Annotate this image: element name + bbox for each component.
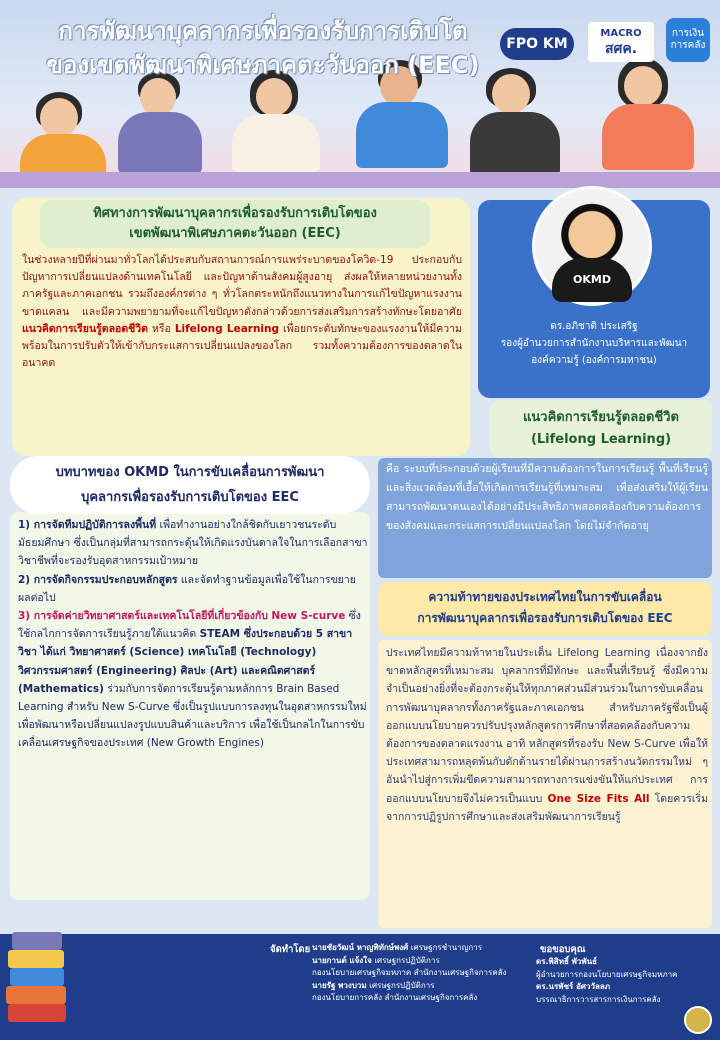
prepared-by-list: [312, 942, 536, 1005]
challenge-text-2: โดยควรเริ่มจากการปฏิรูปการศึกษาและส่งเสริมพัฒนาการเรียนรู้: [386, 792, 708, 823]
challenge-paragraph: [386, 644, 708, 826]
lifelong-title-line-1: แนวคิดการเรียนรู้ตลอดชีวิต: [523, 410, 679, 425]
seal-icon: [684, 1006, 712, 1034]
thanks-1-role: ผู้อำนวยการกองนโยบายเศรษฐกิจมหภาค: [536, 969, 678, 979]
okmd-item-1-heading: 1) การจัดทีมปฏิบัติการลงพื้นที่: [18, 519, 157, 531]
credit-2-office: กองนโยบายเศรษฐกิจมหภาค สำนักงานเศรษฐกิจการคลัง: [312, 968, 507, 978]
direction-title-line-2: เขตพัฒนาพิเศษภาคตะวันออก (EEC): [129, 226, 341, 241]
lifelong-title-line-2: (Lifelong Learning): [530, 432, 672, 447]
okmd-item-1-text: เพื่อทำงานอย่างใกล้ชิดกับเยาวชนระดับมัธยมศึกษา ซึ่งเป็นกลุ่มที่สามารถกระตุ้นให้เกิดแรงบันดาลใจในการเลือกสาขาวิชาชีพที่จะรองรับอุตสาหกรรมเป้าหมาย: [18, 519, 368, 568]
okmd-title: [10, 456, 370, 514]
okmd-item-3-heading: 3) การจัดค่ายวิทยาศาสตร์และเทคโนโลยีที่เกี่ยวข้องกับ: [18, 610, 268, 623]
profile-position-2: องค์ความรู้ (องค์การมหาชน): [531, 355, 657, 366]
macro-logo-bottom: สศค.: [604, 41, 638, 57]
okmd-item-2-text: และจัดทำฐานข้อมูลเพื่อใช้ในการขยายผลต่อไป: [18, 573, 356, 604]
thanks-2-role: บรรณาธิการวารสารการเงินการคลัง: [536, 994, 661, 1004]
okmd-item-3-steam: STEAM ซึ่งประกอบด้วย 5 สาขาวิชา ได้แก่ วิทยาศาสตร์ (Science) เทคโนโลยี (Technology) วิศวกรรมศาสตร์ (Engineering) ศิลปะ (Art) และคณิตศาสตร์ (Mathematics): [18, 628, 353, 695]
credit-3-office: กองนโยบายการคลัง สำนักงานเศรษฐกิจการคลัง: [312, 993, 478, 1003]
challenge-text-1: ประเทศไทยมีความท้าทายในประเด็น Lifelong Learning เนื่องจากยังขาดหลักสูตรที่เหมาะสม บุคลากรที่มีทักษะ และพื้นที่เรียนรู้ ซึ่งมีความจำเป็นอย่างยิ่งที่จะต้องกระตุ้นให้ทุกภาคส่วนมีส่วนร่วมในการขับเคลื่อนการพัฒนาบุคลากรทั้งภาครัฐและภาคเอกชน สำหรับภาครัฐซึ่งเป็นผู้ออกแบบนโยบายควรปรับปรุงหลักสูตรการศึกษาที่สอดคล้องกับความต้องการของตลาดแรงงาน อาทิ หลักสูตรที่รองรับ New S-Curve เพื่อให้ประเทศสามารถหลุดพ้นกับดักด้านรายได้ผ่านการสร้างนวัตกรรมใหม่ ๆ อันนำไปสู่การเพิ่มขีดความสามารถทางการแข่งขันให้แก่ประเทศ การออกแบบนโยบายจึงไม่ควรเป็นแบบ: [386, 647, 708, 805]
okmd-item-3: [18, 607, 368, 753]
thanks-2-name-text: ดร.นรพัชร์ อัศววัลลภ: [536, 982, 611, 992]
mof-logo: การเงิน การคลัง: [666, 18, 710, 62]
title-line-2: ของเขตพัฒนาพิเศษภาคตะวันออก (EEC): [46, 51, 480, 79]
profile-name: ดร.อภิชาติ ประเสริฐ: [550, 321, 638, 332]
credit-1-name: นายชัยวัฒน์ หาญพิทักษ์พงศ์: [312, 943, 409, 952]
title-line-1: การพัฒนาบุคลากรเพื่อรองรับการเติบโต: [58, 17, 468, 45]
macro-logo: [588, 22, 654, 62]
credit-2-role: เศรษฐกรปฏิบัติการ: [371, 955, 440, 965]
okmd-title-line-1: บทบาทของ OKMD ในการขับเคลื่อนการพัฒนา: [55, 465, 325, 480]
thanks-1-name: [536, 956, 716, 969]
okmd-title-line-2: บุคลากรเพื่อรองรับการเติบโตของ EEC: [81, 490, 299, 505]
direction-text-mid: หรือ: [148, 322, 175, 335]
lifelong-title: [490, 400, 712, 458]
challenge-title-line-1: ความท้าทายของประเทศไทยในการขับเคลื่อน: [428, 590, 662, 604]
direction-paragraph: [22, 252, 462, 372]
okmd-item-3-new-scurve: New S-curve: [271, 610, 346, 623]
lifelong-definition: คือ ระบบที่ประกอบด้วยผู้เรียนที่มีความต้องการในการเรียนรู้ พื้นที่เรียนรู้ และสิ่งแวดล้อมที่เอื้อให้เกิดการเรียนรู้ที่เหมาะสม เพื่อส่งเสริมให้ผู้เรียนสามารถพัฒนาตนเองได้อย่างมีประสิทธิภาพสอดคล้องกับความต้องการของสังคมและกระแสการเปลี่ยนแปลงโลก โดยไม่จำกัดอายุ: [386, 463, 708, 532]
direction-title-line-1: ทิศทางการพัฒนาบุคลากรเพื่อรองรับการเติบโตของ: [93, 206, 377, 221]
challenge-bold: One Size Fits All: [547, 792, 650, 805]
direction-text-1: ในช่วงหลายปีที่ผ่านมาทั่วโลกได้ประสบกับสถานการณ์การแพร่ระบาดของโควิด-19 ประกอบกับปัญหาการเปลี่ยนแปลงด้านเทคโนโลยี และปัญหาด้านสังคมผู้สูงอายุ ส่งผลให้หลายหน่วยงานทั้งภาครัฐและภาคเอกชน รวมถึงองค์กรต่าง ๆ ทั่วโลกตระหนักถึงแนวทางในการแก้ไขปัญหาแรงงานขาดแคลน และมีความพยายามที่จะแก้ไขปัญหาดังกล่าวด้วยการส่งเสริมการสร้างทักษะโดยอาศัย: [22, 254, 462, 318]
credit-1: [312, 942, 536, 955]
prepared-by-label: จัดทำโดย: [270, 944, 311, 955]
credit-3-role: เศรษฐกรปฏิบัติการ: [366, 980, 435, 990]
direction-bold-2: Lifelong Learning: [174, 322, 280, 335]
thanks-2-name: [536, 981, 716, 994]
direction-bold-1: แนวคิดการเรียนรู้ตลอดชีวิต: [22, 322, 148, 335]
okmd-item-3-text-1: ซึ่งใช้กลไกการจัดการเรียนรู้ภายใต้แนวคิด: [18, 610, 361, 641]
credit-1-role: เศรษฐกรชำนาญการ: [408, 943, 483, 952]
credit-3: [312, 980, 536, 993]
profile-position-1: รองผู้อำนวยการสำนักงานบริหารและพัฒนา: [500, 338, 688, 349]
credit-2: [312, 955, 536, 968]
books-illustration: [6, 890, 66, 1026]
challenge-title-line-2: การพัฒนาบุคลากรเพื่อรองรับการเติบโตของ EEC: [417, 611, 673, 625]
okmd-item-3-text-2: ร่วมกับการจัดการเรียนรู้ตามหลักการ Brain Based Learning สำหรับ New S-Curve ซึ่งเป็นรูปแบบการลงทุนในอุตสาหกรรมใหม่เพื่อพัฒนาหรือเปลี่ยนแปลงรูปแบบสินค้าและบริการ เพื่อใช้เป็นกลไกในการขับเคลื่อนเศรษฐกิจของประเทศ (New Growth Engines): [18, 682, 367, 750]
profile-caption: [484, 318, 704, 369]
challenge-title: [378, 582, 712, 636]
macro-logo-top: MACRO: [600, 28, 642, 39]
thanks-list: [536, 956, 716, 1006]
page-title: [18, 14, 508, 82]
direction-title: [40, 200, 430, 248]
credit-3-name: นายรัฐ พวงบวม: [312, 980, 367, 990]
thanks-1-name-text: ดร.พิสิทธิ์ พัวพันธ์: [536, 957, 598, 966]
fpo-km-logo: FPO KM: [500, 28, 574, 60]
okmd-item-1: [18, 516, 368, 571]
credit-2-name: นายกานต์ แจ้งใจ: [312, 955, 372, 965]
okmd-list: [18, 516, 368, 753]
direction-text-2: เพื่อยกระดับทักษะของแรงงานให้มีความพร้อมในการปรับตัวให้เข้ากับกระแสการเปลี่ยนแปลงของโลก รวมทั้งความต้องการของตลาดในอนาคต: [22, 322, 462, 370]
desk: [0, 172, 720, 188]
thanks-label: ขอขอบคุณ: [540, 944, 586, 955]
okmd-item-2-heading: 2) การจัดกิจกรรมประกอบหลักสูตร: [18, 573, 178, 586]
profile-shirt: OKMD: [552, 258, 632, 302]
okmd-item-2: [18, 571, 368, 607]
